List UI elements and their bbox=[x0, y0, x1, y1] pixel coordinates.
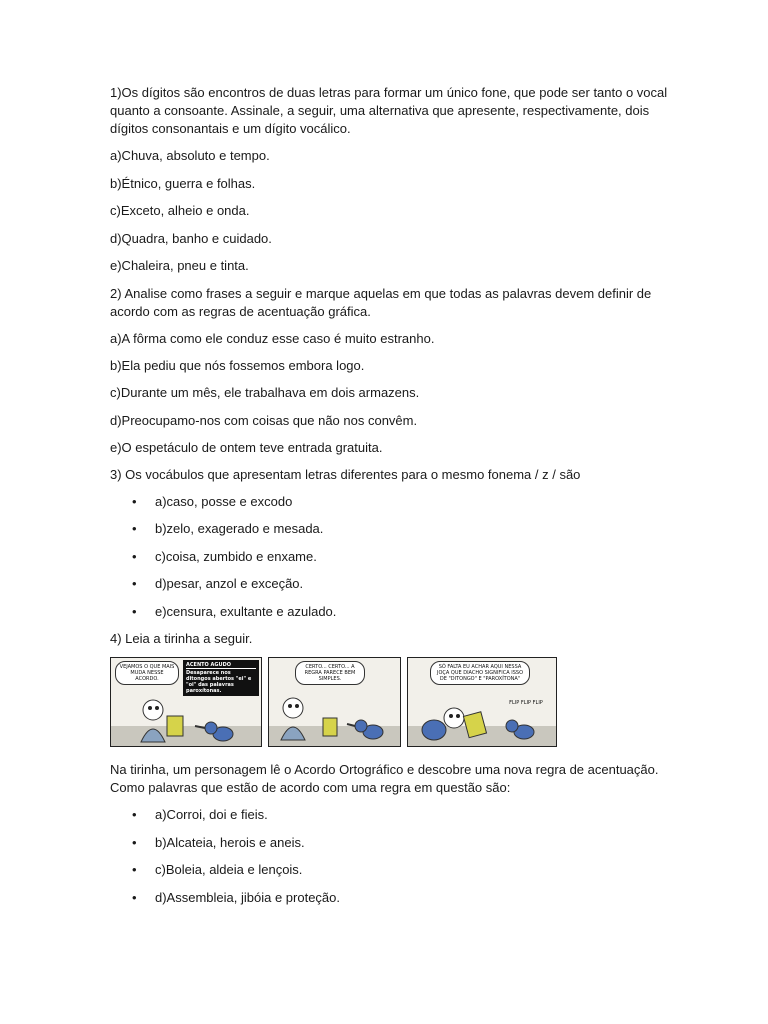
question-1-option-a: a)Chuva, absoluto e tempo. bbox=[110, 148, 270, 163]
comic-characters-illustration bbox=[273, 694, 398, 744]
comic-characters-illustration bbox=[414, 698, 554, 744]
question-4-text-2: Na tirinha, um personagem lê o Acordo Ortográfico e descobre uma nova regra de acentuação. Como palavras que estão de acordo com uma regra em questão são: bbox=[110, 762, 659, 796]
bullet-icon: • bbox=[132, 889, 137, 905]
bullet-icon: • bbox=[132, 493, 137, 509]
question-2-option-c: c)Durante um mês, ele trabalhava em dois armazens. bbox=[110, 385, 420, 401]
speech-bubble: SÓ FALTA EU ACHAR AQUI NESSA JOÇA QUE DIACHO SIGNIFICA ISSO DE "DITONGO" E "PAROXÍTONA" bbox=[430, 661, 530, 685]
document-page bbox=[110, 84, 670, 916]
question-3-option-b: • b)zelo, exagerado e mesada. bbox=[132, 521, 324, 537]
question-3-option-a: • a)caso, posse e excodo bbox=[132, 493, 293, 509]
question-4-option-c: • c)Boleia, aldeia e lençois. bbox=[132, 862, 303, 878]
comic-panel-1 bbox=[110, 657, 262, 747]
question-3-text: 3) Os vocábulos que apresentam letras diferentes para o mesmo fonema / z / são bbox=[110, 466, 581, 482]
question-2-option-b: b)Ela pediu que nós fossemos embora logo. bbox=[110, 358, 365, 374]
question-3-option-c: • c)coisa, zumbido e enxame. bbox=[132, 548, 317, 564]
question-4-option-a: • a)Corroi, doi e fieis. bbox=[132, 807, 268, 823]
bullet-icon: • bbox=[132, 576, 137, 592]
notice-box: ACENTO AGUDO Desaparece nos ditongos abertos "ei" e "oi" das palavras paroxítonas. bbox=[183, 660, 259, 696]
question-3-option-d: • d)pesar, anzol e exceção. bbox=[132, 576, 304, 592]
question-2 bbox=[110, 285, 670, 457]
question-4-options bbox=[110, 806, 670, 907]
question-2-option-d: d)Preocupamo-nos com coisas que não nos convêm. bbox=[110, 412, 418, 428]
sound-effect: FLIP FLIP FLIP bbox=[509, 700, 543, 707]
question-2-option-e: e)O espetáculo de ontem teve entrada gratuita. bbox=[110, 439, 383, 455]
comic-characters-illustration bbox=[131, 696, 251, 746]
bullet-icon: • bbox=[132, 521, 137, 537]
speech-bubble: CERTO... CERTO... A REGRA PARECE BEM SIMPLES. bbox=[295, 661, 365, 685]
comic-strip bbox=[110, 657, 558, 749]
bullet-icon: • bbox=[132, 834, 137, 850]
question-4-option-b: • b)Alcateia, herois e aneis. bbox=[132, 834, 305, 850]
comic-panel-2 bbox=[268, 657, 401, 747]
comic-panel-3 bbox=[407, 657, 557, 747]
bullet-icon: • bbox=[132, 862, 137, 878]
bullet-icon: • bbox=[132, 603, 137, 619]
question-1-text: 1)Os dígitos são encontros de duas letras para formar um único fone, que pode ser tanto o vocal quanto a consoante. Assinale, a seguir, uma alternativa que apresente, respectivamente, dois dígitos consonantais e um dígito vocálico. bbox=[110, 85, 668, 136]
question-1-option-e: e)Chaleira, pneu e tinta. bbox=[110, 258, 249, 274]
question-1-options bbox=[110, 147, 670, 275]
question-4-option-d: • d)Assembleia, jibóia e proteção. bbox=[132, 889, 340, 905]
question-3-options bbox=[110, 493, 670, 621]
question-1-option-d: d)Quadra, banho e cuidado. bbox=[110, 230, 272, 246]
question-2-text: 2) Analise como frases a seguir e marque aquelas em que todas as palavras devem definir de acordo com as regras de acentuação gráfica. bbox=[110, 285, 652, 319]
speech-bubble: VEJAMOS O QUE MAIS MUDA NESSE ACORDO. bbox=[115, 661, 179, 685]
bullet-icon: • bbox=[132, 807, 137, 823]
bullet-icon: • bbox=[132, 548, 137, 564]
question-3-option-e: • e)censura, exultante e azulado. bbox=[132, 603, 337, 619]
question-4-text: 4) Leia a tirinha a seguir. bbox=[110, 631, 253, 647]
question-1-option-c: c)Exceto, alheio e onda. bbox=[110, 203, 250, 219]
question-2-option-a: a)A fôrma como ele conduz esse caso é muito estranho. bbox=[110, 330, 435, 346]
question-1-option-b: b)Étnico, guerra e folhas. bbox=[110, 175, 256, 191]
